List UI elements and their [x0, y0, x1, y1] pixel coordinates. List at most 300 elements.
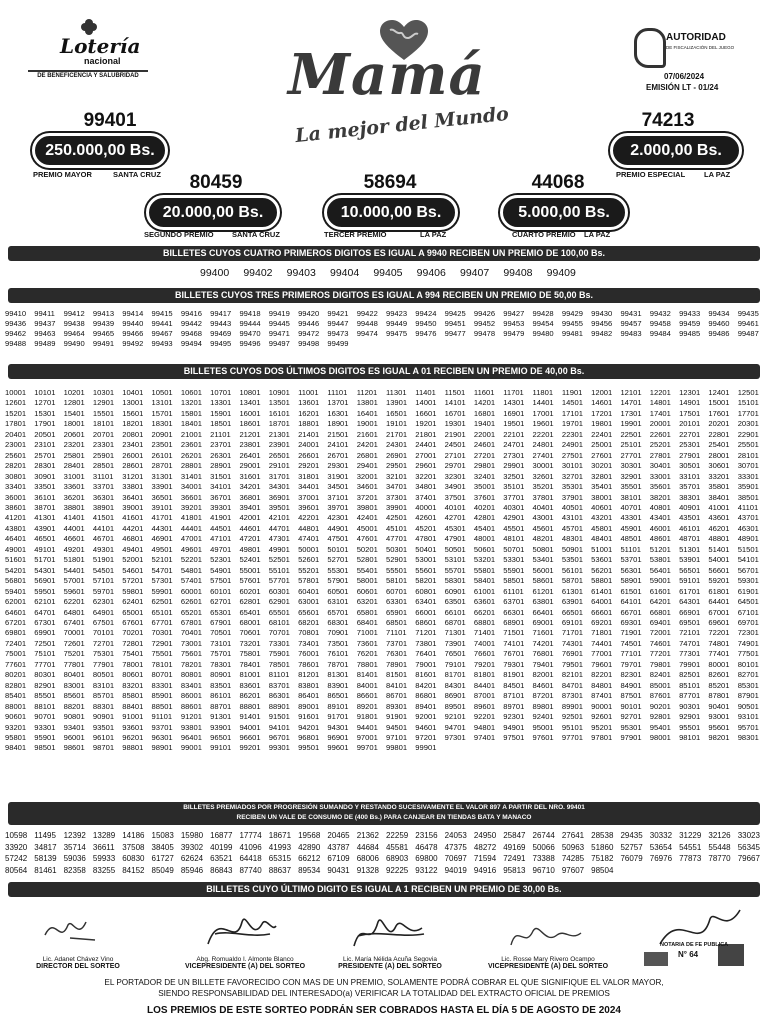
ticket-number: 46478 [415, 842, 438, 852]
ticket-number: 45801 [591, 523, 613, 533]
ticket-number: 52301 [210, 555, 232, 565]
ticket-number: 79201 [473, 659, 496, 669]
ticket-number: 50501 [444, 544, 466, 554]
ticket-number: 88801 [239, 701, 261, 711]
ticket-number: 27601 [591, 450, 613, 460]
ticket-number: 89901 [561, 701, 583, 711]
ticket-number: 25001 [591, 440, 613, 450]
ticket-number: 23201 [63, 440, 85, 450]
ticket-number: 99435 [737, 309, 759, 318]
authority-mark-icon [634, 28, 666, 68]
ticket-number: 99443 [210, 319, 232, 328]
ticket-number: 42601 [415, 513, 437, 523]
ticket-number: 21001 [180, 429, 202, 439]
ticket-number: 91301 [210, 712, 232, 722]
ticket-number: 43701 [737, 513, 759, 523]
ticket-number: 99488 [5, 339, 27, 348]
ticket-number: 93401 [63, 722, 85, 732]
ticket-number: 54301 [34, 565, 56, 575]
ticket-number: 86401 [298, 691, 320, 701]
signature-1 [18, 956, 138, 970]
ticket-number: 54801 [180, 565, 202, 575]
ticket-number: 34101 [210, 482, 232, 492]
ticket-number: 52501 [268, 555, 290, 565]
section3-title: BILLETES CUYOS DOS ÚLTIMOS DIGITOS ES IGUAL A 01 RECIBEN UN PREMIO DE 40,00 Bs. [8, 364, 760, 379]
ticket-number: 84501 [503, 680, 525, 690]
ticket-number: 66101 [444, 607, 466, 617]
ticket-number: 27801 [649, 450, 671, 460]
ticket-number: 35701 [679, 482, 701, 492]
ticket-number: 68301 [327, 617, 349, 627]
ticket-number: 49601 [180, 544, 202, 554]
ticket-number: 50066 [532, 842, 555, 852]
ticket-number: 14101 [444, 398, 466, 408]
ticket-number: 16801 [473, 408, 496, 418]
ticket-number: 24901 [561, 440, 583, 450]
ticket-number: 37101 [327, 492, 349, 502]
ticket-number: 57242 [5, 854, 28, 863]
ticket-number: 60001 [180, 586, 202, 596]
ticket-number: 65701 [327, 607, 349, 617]
ticket-number: 90501 [737, 701, 759, 711]
ticket-number: 80501 [92, 670, 115, 680]
ticket-number: 27701 [620, 450, 642, 460]
ticket-number: 70101 [92, 628, 115, 638]
ticket-number: 19301 [444, 419, 466, 429]
ticket-number: 97701 [561, 732, 583, 742]
ticket-number: 74601 [649, 638, 671, 648]
section4-title-line1: BILLETES PREMIADOS POR PROGRESIÓN SUMANDO Y RESTANDO SUCESIVAMENTE EL VALOR 897 A PARTIR DEL NRO. 99401 [183, 804, 585, 811]
ticket-number: 60601 [356, 586, 378, 596]
ticket-number: 78001 [122, 659, 144, 669]
ticket-number: 77401 [708, 649, 730, 659]
ticket-number: 28201 [5, 461, 27, 471]
ticket-number: 72401 [5, 638, 27, 648]
ticket-number: 68903 [385, 854, 409, 863]
ticket-number: 29001 [239, 461, 261, 471]
ticket-number: 55801 [473, 565, 496, 575]
ticket-number: 55501 [385, 565, 408, 575]
ticket-number: 88001 [5, 701, 27, 711]
ticket-number: 40199 [210, 842, 233, 852]
ticket-number: 97401 [473, 732, 496, 742]
ticket-number: 72101 [679, 628, 701, 638]
premio-mayor-label: PREMIO MAYOR [33, 170, 92, 179]
ticket-number: 99479 [503, 329, 525, 338]
ticket-number: 24201 [356, 440, 378, 450]
title-sub: La mejor del Mundo [294, 102, 510, 148]
ticket-number: 13101 [151, 398, 173, 408]
ticket-number: 36401 [122, 492, 144, 502]
ticket-number: 84401 [473, 680, 496, 690]
ticket-number: 62801 [239, 597, 261, 607]
ticket-number: 87601 [649, 691, 671, 701]
ticket-number: 59501 [34, 586, 56, 596]
ticket-number: 39701 [327, 502, 349, 512]
signature-3 [320, 956, 460, 970]
ticket-number: 45201 [415, 523, 437, 533]
ticket-number: 99467 [151, 329, 173, 338]
ticket-number: 99402 [243, 267, 273, 279]
emission: EMISIÓN LT - 01/24 [646, 83, 719, 92]
ticket-number: 75801 [239, 649, 261, 659]
ticket-number: 99487 [737, 329, 759, 338]
ticket-number: 14901 [679, 398, 701, 408]
ticket-number: 73201 [239, 638, 261, 648]
ticket-number: 82101 [561, 670, 583, 680]
ticket-number: 68601 [415, 617, 437, 627]
ticket-number: 14186 [122, 831, 145, 840]
ticket-number: 67701 [151, 617, 173, 627]
ticket-number: 30801 [5, 471, 27, 481]
ticket-number: 32501 [503, 471, 525, 481]
ticket-number: 46701 [92, 534, 115, 544]
ticket-number: 94801 [473, 722, 496, 732]
ticket-number: 30701 [737, 461, 759, 471]
ticket-number: 80701 [151, 670, 173, 680]
ticket-number: 21301 [268, 429, 290, 439]
ticket-number: 84701 [561, 680, 583, 690]
ticket-number: 84901 [620, 680, 642, 690]
ticket-number: 31901 [327, 471, 349, 481]
ticket-number: 41001 [708, 502, 730, 512]
premio-mayor-amount: 250.000,00 Bs. [32, 133, 168, 168]
ticket-number: 81201 [298, 670, 320, 680]
ticket-number: 40801 [649, 502, 671, 512]
ticket-number: 56345 [737, 842, 760, 852]
ticket-number: 90101 [620, 701, 642, 711]
ticket-number: 90201 [649, 701, 671, 711]
ticket-number: 80201 [5, 670, 27, 680]
ticket-number: 29435 [620, 831, 643, 840]
ticket-number: 30332 [649, 831, 673, 840]
ticket-number: 99472 [298, 329, 320, 338]
ticket-number: 40401 [532, 502, 554, 512]
ticket-number: 28101 [737, 450, 759, 460]
ticket-number: 55101 [268, 565, 290, 575]
ticket-number: 15001 [708, 398, 730, 408]
ticket-number: 13289 [92, 831, 116, 840]
ticket-number: 59801 [122, 586, 144, 596]
ticket-number: 43787 [327, 842, 350, 852]
ticket-number: 96601 [239, 732, 261, 742]
ticket-number: 24401 [415, 440, 437, 450]
ticket-number: 99400 [200, 267, 230, 279]
ticket-number: 19901 [620, 419, 642, 429]
ticket-number: 31101 [92, 471, 114, 481]
ticket-number: 13601 [298, 398, 320, 408]
ticket-number: 72491 [503, 854, 526, 863]
ticket-number: 89201 [356, 701, 378, 711]
ticket-number: 26001 [122, 450, 144, 460]
ticket-number: 99201 [239, 743, 261, 753]
ticket-number: 66401 [532, 607, 554, 617]
ticket-number: 79001 [415, 659, 437, 669]
ticket-number: 33101 [679, 471, 701, 481]
ticket-number: 59001 [649, 576, 671, 586]
ticket-number: 88601 [180, 701, 202, 711]
ticket-number: 95813 [503, 865, 526, 875]
ticket-number: 99473 [327, 329, 349, 338]
ticket-number: 13001 [122, 398, 144, 408]
ticket-number: 90601 [5, 712, 27, 722]
ticket-number: 98201 [708, 732, 730, 742]
ticket-number: 95701 [737, 722, 759, 732]
ticket-number: 99405 [373, 267, 403, 279]
ticket-number: 77301 [679, 649, 701, 659]
premio-especial-number: 74213 [641, 110, 695, 131]
ticket-number: 17801 [5, 419, 27, 429]
ticket-number: 45701 [561, 523, 583, 533]
ticket-number: 99465 [92, 329, 115, 338]
ticket-number: 12301 [679, 388, 701, 397]
ticket-number: 50963 [561, 842, 585, 852]
ticket-number: 53101 [444, 555, 466, 565]
ticket-number: 10598 [5, 831, 28, 840]
ticket-number: 28401 [63, 461, 85, 471]
ticket-number: 88201 [63, 701, 85, 711]
ticket-number: 76976 [649, 854, 673, 863]
ticket-number: 66801 [649, 607, 671, 617]
ticket-number: 94001 [239, 722, 261, 732]
ticket-number: 99470 [239, 329, 261, 338]
loteria-logo [22, 18, 152, 84]
ticket-number: 24501 [444, 440, 466, 450]
ticket-number: 29401 [356, 461, 378, 471]
ticket-number: 30201 [591, 461, 613, 471]
ticket-number: 99468 [180, 329, 202, 338]
ticket-number: 47301 [268, 534, 290, 544]
ticket-number: 57801 [298, 576, 320, 586]
ticket-number: 99460 [708, 319, 730, 328]
ticket-number: 29301 [327, 461, 349, 471]
signature-2-scribble [200, 904, 280, 959]
ticket-number: 99452 [473, 319, 496, 328]
ticket-number: 99439 [92, 319, 115, 328]
ticket-number: 42890 [298, 842, 321, 852]
ticket-number: 72801 [122, 638, 144, 648]
ticket-number: 34401 [298, 482, 320, 492]
ticket-number: 13501 [268, 398, 290, 408]
ticket-number: 99414 [122, 309, 144, 318]
ticket-number: 49301 [92, 544, 115, 554]
ticket-number: 67101 [737, 607, 759, 617]
ticket-number: 36611 [92, 842, 115, 852]
ticket-number: 45601 [532, 523, 554, 533]
ticket-number: 52601 [298, 555, 320, 565]
ticket-number: 17001 [532, 408, 554, 418]
ticket-number: 47401 [298, 534, 320, 544]
ticket-number: 10001 [5, 388, 27, 397]
ticket-number: 46501 [34, 534, 56, 544]
ticket-number: 15801 [180, 408, 202, 418]
ticket-number: 27201 [473, 450, 496, 460]
ticket-number: 33701 [92, 482, 115, 492]
ticket-number: 65101 [151, 607, 173, 617]
ticket-number: 76701 [503, 649, 525, 659]
ticket-number: 96001 [63, 732, 85, 742]
ticket-number: 86901 [444, 691, 466, 701]
ticket-number: 10901 [268, 388, 290, 397]
ticket-number: 99471 [268, 329, 290, 338]
ticket-number: 78770 [708, 854, 731, 863]
ticket-number: 57601 [239, 576, 261, 586]
ticket-number: 16701 [444, 408, 466, 418]
ticket-number: 10301 [92, 388, 115, 397]
ticket-number: 49401 [122, 544, 144, 554]
ticket-number: 88101 [34, 701, 56, 711]
ticket-number: 96801 [298, 732, 320, 742]
ticket-number: 78201 [180, 659, 202, 669]
ticket-number: 85301 [737, 680, 759, 690]
ticket-number: 81601 [415, 670, 437, 680]
ticket-number: 99701 [356, 743, 378, 753]
ticket-number: 11401 [415, 388, 436, 397]
ticket-number: 82701 [737, 670, 759, 680]
ticket-number: 97001 [356, 732, 378, 742]
ticket-number: 52001 [122, 555, 144, 565]
ticket-number: 72701 [92, 638, 115, 648]
ticket-number: 16001 [239, 408, 261, 418]
ticket-number: 95201 [591, 722, 613, 732]
ticket-number: 50801 [532, 544, 554, 554]
ticket-number: 11701 [503, 388, 524, 397]
ticket-number: 84601 [532, 680, 554, 690]
ticket-number: 88701 [210, 701, 232, 711]
ticket-number: 24701 [503, 440, 525, 450]
ticket-number: 25801 [63, 450, 85, 460]
ticket-number: 99491 [92, 339, 115, 348]
ticket-number: 58401 [473, 576, 496, 586]
ticket-number: 63301 [385, 597, 408, 607]
ticket-number: 19801 [591, 419, 613, 429]
ticket-number: 42401 [356, 513, 378, 523]
ticket-number: 27001 [415, 450, 437, 460]
ticket-number: 29101 [268, 461, 290, 471]
ticket-number: 85901 [151, 691, 173, 701]
ticket-number: 99476 [415, 329, 437, 338]
ticket-number: 43901 [34, 523, 56, 533]
ticket-number: 62101 [34, 597, 56, 607]
ticket-number: 65901 [385, 607, 408, 617]
ticket-number: 55301 [327, 565, 349, 575]
tercer-premio-city: LA PAZ [420, 230, 447, 239]
ticket-number: 52401 [239, 555, 261, 565]
ticket-number: 70401 [180, 628, 202, 638]
ticket-number: 15101 [737, 398, 759, 408]
ticket-number: 24601 [473, 440, 496, 450]
ticket-number: 55701 [444, 565, 466, 575]
ticket-number: 60301 [268, 586, 290, 596]
ticket-number: 63401 [415, 597, 437, 607]
ticket-number: 26301 [210, 450, 232, 460]
ticket-number: 42701 [444, 513, 466, 523]
ticket-number: 28701 [151, 461, 173, 471]
ticket-number: 62601 [180, 597, 202, 607]
ticket-number: 62901 [268, 597, 290, 607]
ticket-number: 47375 [444, 842, 467, 852]
ticket-number: 82358 [63, 865, 86, 875]
ticket-number: 76079 [620, 854, 643, 863]
ticket-number: 99489 [34, 339, 56, 348]
ticket-number: 73601 [356, 638, 378, 648]
ticket-number: 99497 [268, 339, 290, 348]
ticket-number: 59901 [151, 586, 173, 596]
tercer-premio-label: TERCER PREMIO [324, 230, 387, 239]
ticket-number: 99419 [268, 309, 290, 318]
ticket-number: 41401 [63, 513, 85, 523]
ticket-number: 23156 [415, 831, 438, 840]
ticket-number: 70701 [268, 628, 290, 638]
ticket-number: 39101 [151, 502, 173, 512]
ticket-number: 53501 [561, 555, 583, 565]
ticket-number: 99447 [327, 319, 349, 328]
ticket-number: 82301 [620, 670, 642, 680]
ticket-number: 85701 [92, 691, 115, 701]
ticket-number: 97101 [385, 732, 408, 742]
ticket-number: 92801 [649, 712, 671, 722]
ticket-number: 33301 [737, 471, 759, 481]
ticket-number: 25101 [620, 440, 642, 450]
ticket-number: 22101 [503, 429, 525, 439]
ticket-number: 30101 [561, 461, 583, 471]
ticket-number: 78501 [268, 659, 290, 669]
section2-title: BILLETES CUYOS TRES PRIMEROS DIGITOS ES IGUAL A 994 RECIBEN UN PREMIO DE 50,00 Bs. [8, 288, 760, 303]
ticket-number: 16601 [415, 408, 437, 418]
ticket-number: 55001 [239, 565, 261, 575]
ticket-number: 41201 [5, 513, 27, 523]
ticket-number: 14701 [620, 398, 642, 408]
ticket-number: 59601 [63, 586, 85, 596]
ticket-number: 67301 [34, 617, 56, 627]
ticket-number: 48201 [532, 534, 554, 544]
ticket-number: 53201 [473, 555, 496, 565]
ticket-number: 99101 [210, 743, 232, 753]
ticket-number: 89601 [473, 701, 496, 711]
section4-numbers [5, 830, 767, 876]
ticket-number: 11101 [327, 388, 348, 397]
ticket-number: 61001 [473, 586, 496, 596]
ticket-number: 87201 [532, 691, 554, 701]
ticket-number: 95901 [34, 732, 56, 742]
ticket-number: 37401 [415, 492, 437, 502]
ticket-number: 40301 [503, 502, 525, 512]
ticket-number: 69101 [561, 617, 583, 627]
loteria-logo-sub: nacional [84, 56, 121, 66]
ticket-number: 81901 [503, 670, 525, 680]
ticket-number: 36601 [180, 492, 202, 502]
cuarto-premio-amount: 5.000,00 Bs. [500, 195, 628, 230]
ticket-number: 99406 [416, 267, 446, 279]
ticket-number: 99421 [327, 309, 349, 318]
ticket-number: 99901 [415, 743, 437, 753]
ticket-number: 58001 [356, 576, 378, 586]
ticket-number: 51701 [34, 555, 56, 565]
ticket-number: 25401 [708, 440, 730, 450]
ticket-number: 99448 [356, 319, 378, 328]
ticket-number: 99494 [180, 339, 202, 348]
ticket-number: 74301 [561, 638, 583, 648]
ticket-number: 37508 [122, 842, 145, 852]
ticket-number: 31601 [239, 471, 261, 481]
ticket-number: 50201 [356, 544, 378, 554]
ticket-number: 75001 [5, 649, 27, 659]
ticket-number: 42901 [503, 513, 525, 523]
ticket-number: 71701 [561, 628, 583, 638]
ticket-number: 72201 [708, 628, 730, 638]
ticket-number: 98801 [122, 743, 144, 753]
ticket-number: 99422 [356, 309, 378, 318]
